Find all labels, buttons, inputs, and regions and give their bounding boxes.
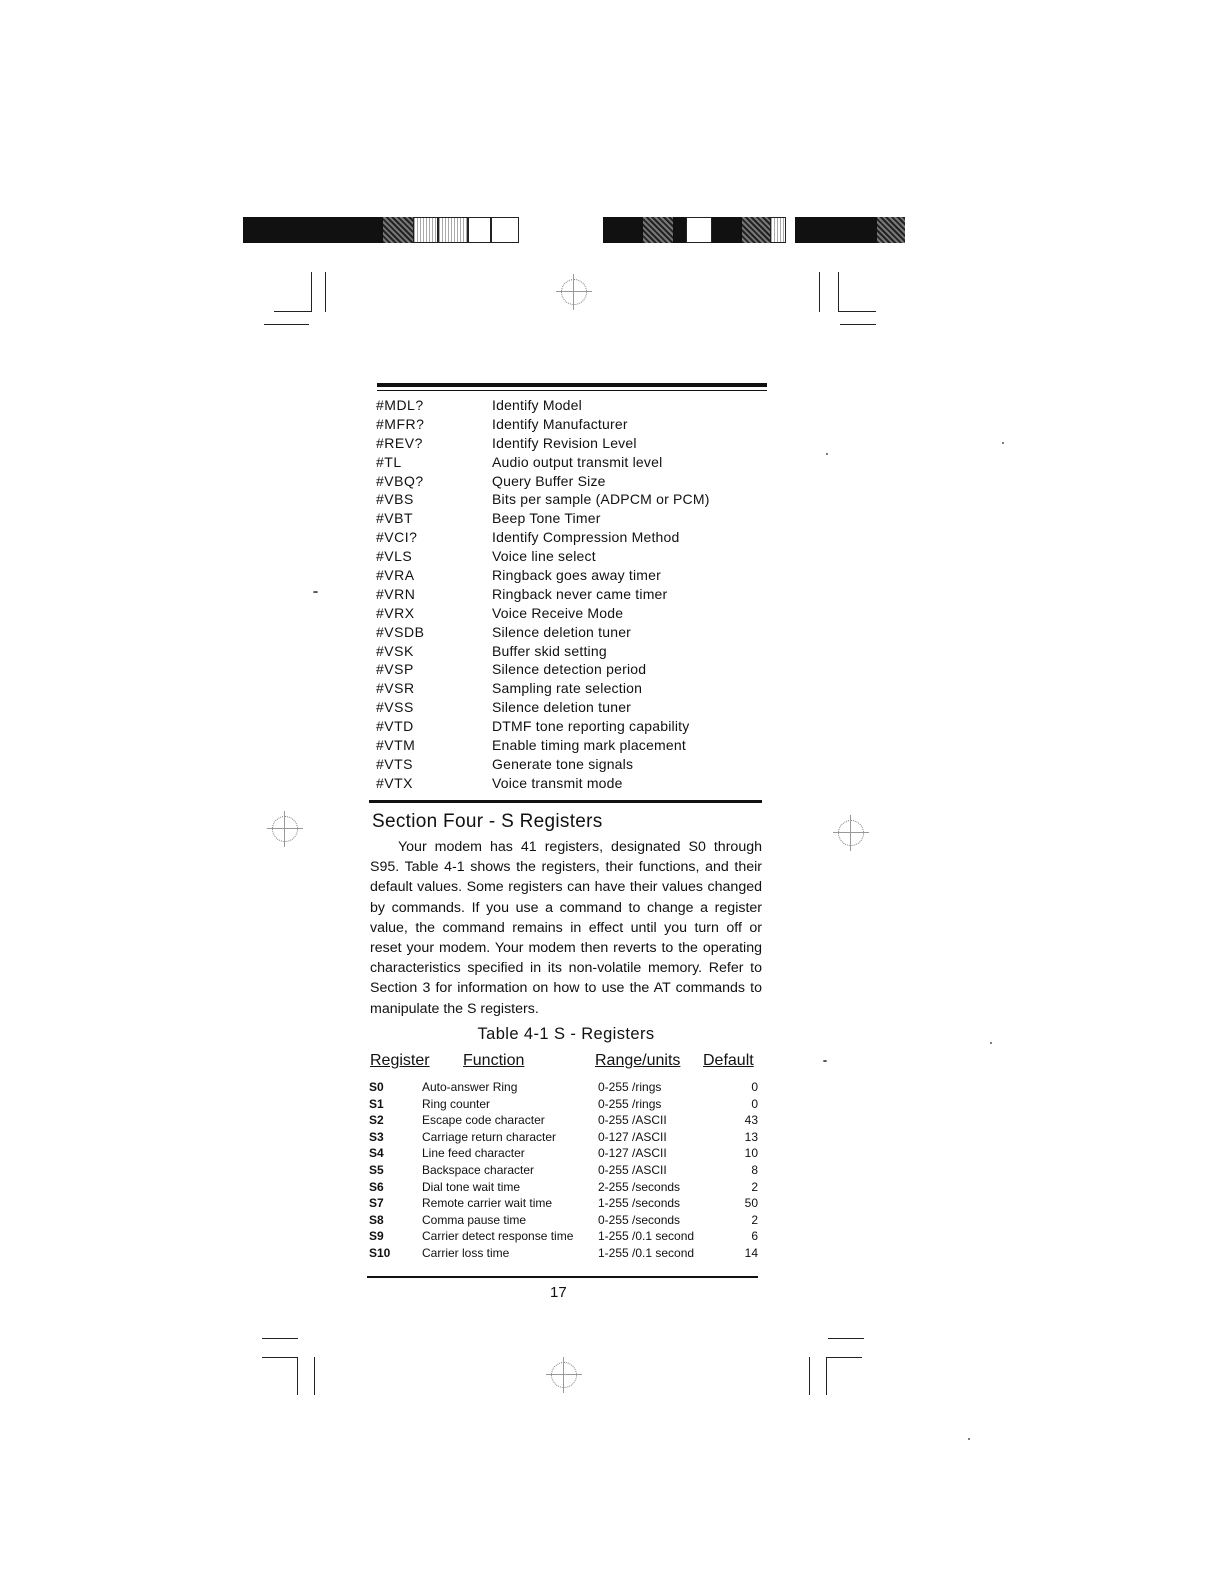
range-cell: 0-255 /ASCII	[598, 1113, 667, 1128]
scan-speck	[990, 1042, 992, 1044]
range-cell: 2-255 /seconds	[598, 1179, 681, 1194]
section-title: Section Four - S Registers	[372, 811, 603, 832]
command-row	[376, 396, 766, 415]
range-cell: 0-255 /rings	[598, 1080, 662, 1094]
table-row	[369, 1112, 761, 1129]
page-number: 17	[550, 1284, 567, 1301]
registration-target-icon	[551, 1362, 577, 1388]
command-row	[376, 755, 766, 774]
command-row	[376, 528, 766, 547]
command-description: Silence deletion tuner	[492, 699, 632, 716]
command-code: #VLS	[376, 548, 413, 565]
registration-target-icon	[561, 279, 587, 305]
register-cell: S6	[369, 1179, 384, 1194]
command-row	[376, 434, 766, 453]
function-cell: Comma pause time	[422, 1212, 527, 1227]
function-cell: Escape code character	[422, 1113, 545, 1128]
command-code: #VRX	[376, 604, 415, 621]
command-row	[376, 698, 766, 717]
register-cell: S5	[369, 1162, 384, 1177]
registration-target-icon	[272, 816, 298, 842]
command-description: Generate tone signals	[492, 755, 634, 772]
register-cell: S2	[369, 1113, 384, 1128]
command-description: DTMF tone reporting capability	[492, 718, 690, 735]
register-cell: S0	[369, 1080, 384, 1094]
table-row	[369, 1245, 761, 1262]
command-row	[376, 566, 766, 585]
command-row	[376, 453, 766, 472]
register-cell: S10	[369, 1245, 391, 1260]
command-description: Query Buffer Size	[492, 472, 606, 489]
register-cell: S7	[369, 1196, 384, 1211]
default-cell: 2	[751, 1179, 758, 1194]
command-code: #VBT	[376, 510, 414, 527]
default-cell: 13	[744, 1129, 758, 1144]
register-cell: S1	[369, 1096, 384, 1111]
register-cell: S8	[369, 1212, 384, 1227]
table-row	[369, 1162, 761, 1179]
command-row	[376, 642, 766, 661]
function-cell: Backspace character	[422, 1162, 535, 1177]
command-description: Sampling rate selection	[492, 680, 643, 697]
register-cell: S3	[369, 1129, 384, 1144]
command-row	[376, 472, 766, 491]
command-code: #VCI?	[376, 529, 418, 546]
default-cell: 6	[751, 1229, 758, 1244]
command-code: #VSR	[376, 680, 415, 697]
command-code: #VSK	[376, 642, 414, 659]
command-description: Identify Model	[492, 397, 582, 413]
command-code: #TL	[376, 453, 402, 470]
command-code: #VTX	[376, 774, 414, 791]
command-description: Enable timing mark placement	[492, 737, 686, 754]
range-cell: 0-255 /rings	[598, 1096, 662, 1111]
command-description: Bits per sample (ADPCM or PCM)	[492, 491, 710, 508]
command-code: #VSS	[376, 699, 414, 716]
command-row	[376, 660, 766, 679]
table-row	[369, 1145, 761, 1162]
table-row	[369, 1228, 761, 1245]
rule-bottom	[369, 800, 762, 803]
command-row	[376, 509, 766, 528]
command-description: Identify Compression Method	[492, 529, 680, 546]
command-code: #VSP	[376, 661, 414, 678]
function-cell: Carrier loss time	[422, 1245, 510, 1260]
table-row	[369, 1129, 761, 1146]
header-function: Function	[463, 1052, 525, 1069]
function-cell: Auto-answer Ring	[422, 1080, 518, 1094]
command-description: Voice Receive Mode	[492, 604, 624, 621]
scan-speck	[826, 453, 828, 455]
command-description: Silence detection period	[492, 661, 647, 678]
header-range: Range/units	[595, 1052, 681, 1069]
default-cell: 43	[744, 1113, 758, 1128]
range-cell: 0-127 /ASCII	[598, 1129, 667, 1144]
range-cell: 1-255 /0.1 second	[598, 1245, 695, 1260]
default-cell: 8	[751, 1162, 758, 1177]
default-cell: 0	[751, 1096, 758, 1111]
command-code: #MFR?	[376, 415, 425, 432]
default-cell: 50	[744, 1196, 758, 1211]
command-description: Buffer skid setting	[492, 642, 607, 659]
command-row	[376, 774, 766, 793]
range-cell: 0-127 /ASCII	[598, 1146, 667, 1161]
table-row	[369, 1195, 761, 1212]
scan-speck	[823, 1060, 827, 1062]
range-cell: 1-255 /0.1 second	[598, 1229, 695, 1244]
command-row	[376, 623, 766, 642]
registration-target-icon	[838, 820, 864, 846]
default-cell: 14	[744, 1245, 758, 1260]
function-cell: Line feed character	[422, 1146, 525, 1161]
command-code: #VRN	[376, 585, 416, 602]
range-cell: 1-255 /seconds	[598, 1196, 681, 1211]
command-code: #VTM	[376, 737, 416, 754]
default-cell: 2	[751, 1212, 758, 1227]
command-description: Voice transmit mode	[492, 774, 623, 791]
command-row	[376, 717, 766, 736]
range-cell: 0-255 /seconds	[598, 1212, 681, 1227]
rule-top	[377, 383, 767, 387]
s-register-table	[369, 1079, 761, 1262]
scan-speck	[968, 1438, 970, 1440]
command-code: #VTD	[376, 718, 414, 735]
command-row	[376, 585, 766, 604]
table-row	[369, 1212, 761, 1229]
command-code: #VRA	[376, 567, 415, 584]
command-description: Identify Manufacturer	[492, 415, 628, 432]
command-row	[376, 490, 766, 509]
command-description: Audio output transmit level	[492, 453, 663, 470]
rule-top-thin	[377, 390, 767, 391]
command-code: #VSDB	[376, 623, 425, 640]
scan-speck	[1002, 442, 1004, 444]
table-row	[369, 1179, 761, 1196]
header-register: Register	[370, 1052, 430, 1069]
function-cell: Ring counter	[422, 1096, 491, 1111]
range-cell: 0-255 /ASCII	[598, 1162, 667, 1177]
table-row	[369, 1079, 761, 1096]
default-cell: 0	[751, 1080, 758, 1094]
command-row	[376, 604, 766, 623]
command-code: #VTS	[376, 755, 414, 772]
table-title: Table 4-1 S - Registers	[477, 1025, 655, 1043]
command-description: Voice line select	[492, 548, 596, 565]
function-cell: Carriage return character	[422, 1129, 557, 1144]
header-default: Default	[703, 1052, 754, 1069]
register-cell: S4	[369, 1146, 384, 1161]
table-row	[369, 1096, 761, 1113]
section-paragraph: Your modem has 41 registers, designated S0 through S95. Table 4-1 shows the registers, their functions, and their default values. Some registers can have their values changed by commands. If you use a command to change a register value, the command remains in effect until you turn off or reset your modem. Your modem then reverts to the operating characteristics specified in its non-volatile memory. Refer to Section 3 for information on how to use the AT commands to manipulate the S registers.	[370, 839, 762, 1017]
function-cell: Carrier detect response time	[422, 1229, 574, 1244]
register-cell: S9	[369, 1229, 384, 1244]
command-code: #VBQ?	[376, 472, 424, 489]
command-row	[376, 547, 766, 566]
command-row	[376, 736, 766, 755]
command-description: Identify Revision Level	[492, 434, 637, 451]
command-code: #MDL?	[376, 397, 424, 413]
command-code: #VBS	[376, 491, 414, 508]
command-code: #REV?	[376, 434, 423, 451]
function-cell: Dial tone wait time	[422, 1179, 521, 1194]
default-cell: 10	[744, 1146, 758, 1161]
command-row	[376, 415, 766, 434]
table-bottom-rule	[367, 1276, 758, 1278]
command-row	[376, 679, 766, 698]
scan-speck	[313, 591, 318, 593]
command-description: Silence deletion tuner	[492, 623, 632, 640]
function-cell: Remote carrier wait time	[422, 1196, 553, 1211]
command-description: Beep Tone Timer	[492, 510, 601, 527]
command-description: Ringback goes away timer	[492, 567, 661, 584]
command-list	[376, 396, 766, 793]
command-description: Ringback never came timer	[492, 585, 668, 602]
